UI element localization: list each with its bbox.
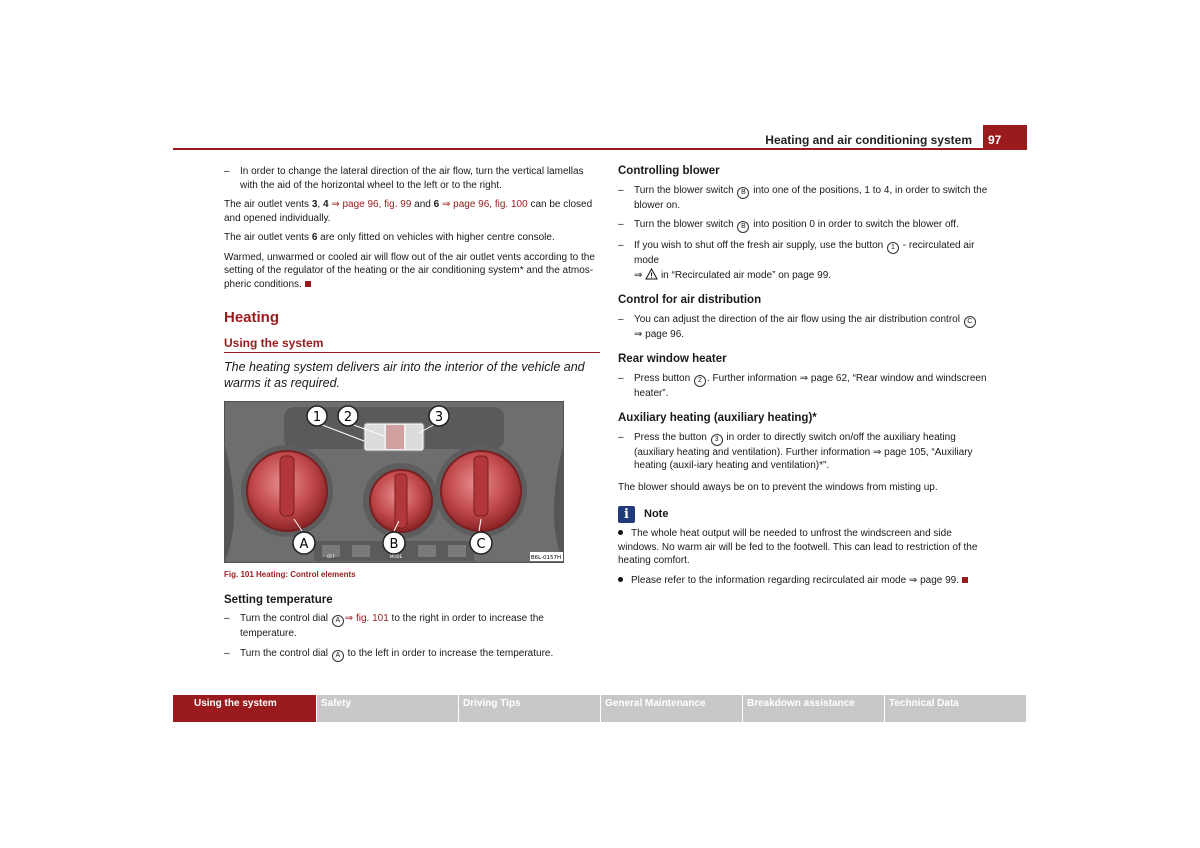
- callout-a: A: [299, 537, 309, 552]
- circled-label-a: A: [332, 650, 344, 662]
- text: in order to directly switch on/off the auxiliary heating (auxiliary heating and ventilation). Further information ⇒ page 105, “Auxiliary heating (auxil-iary heating and ventilation)*”.: [634, 431, 973, 471]
- rear-window-heater-heading: Rear window heater: [618, 353, 727, 365]
- left-column: [224, 165, 600, 668]
- warning-icon: [645, 268, 658, 280]
- text: Turn the control dial: [240, 613, 331, 624]
- callout-1: 1: [312, 410, 322, 425]
- circled-label-c: C: [964, 316, 976, 328]
- list-item: [618, 431, 994, 473]
- dash-marker: –: [618, 219, 624, 230]
- mode-label: MODE: [389, 554, 403, 559]
- note-item: [618, 574, 994, 588]
- circled-label-a: A: [332, 615, 344, 627]
- section-heading: Heating: [224, 309, 280, 326]
- dash-marker: –: [224, 613, 230, 624]
- dash-marker: –: [618, 431, 624, 443]
- text: are only fitted on vehicles with higher centre console.: [317, 232, 555, 243]
- text: If you wish to shut off the fresh air supply, use the button: [634, 240, 886, 251]
- list-item: [618, 372, 994, 401]
- callout-2: 2: [343, 410, 353, 425]
- figure-control-panel: [224, 401, 564, 563]
- list-item: [618, 184, 994, 213]
- vent-number: 3: [311, 199, 318, 210]
- cross-reference-link[interactable]: ⇒ fig. 101: [344, 613, 389, 624]
- end-of-section-marker: [962, 577, 968, 583]
- tab-using-the-system[interactable]: Using the system: [173, 695, 316, 722]
- header-rule: [173, 148, 1027, 150]
- list-item: [618, 239, 994, 282]
- text: Turn the blower switch: [634, 219, 737, 230]
- dash-marker: –: [618, 313, 624, 325]
- cross-reference-link[interactable]: ⇒ page 96, fig. 99: [328, 199, 412, 210]
- bullet-dot: [618, 577, 623, 582]
- text: The air outlet vents: [224, 199, 312, 210]
- list-item: [224, 165, 600, 192]
- paragraph-vents-6: [224, 231, 600, 245]
- text: Warmed, unwarmed or cooled air will flow out of the air outlet vents according to the setting of the regulator of the heating or the air conditioning system* and the atmos-pheric conditions.: [224, 251, 595, 290]
- vent-number: 6: [311, 232, 318, 243]
- text: to the left in order to increase the temperature.: [344, 647, 554, 659]
- control-panel-illustration: [224, 401, 564, 563]
- text: Turn the control dial: [240, 647, 331, 659]
- setting-temperature-heading: Setting temperature: [224, 593, 333, 606]
- circled-label-b: B: [737, 187, 749, 199]
- note-title: Note: [644, 507, 669, 520]
- dash-marker: –: [618, 240, 624, 251]
- text: ,: [317, 199, 323, 210]
- text: ⇒ page 96.: [634, 328, 685, 340]
- text: The air outlet vents: [224, 232, 312, 243]
- text: into one of the positions, 1 to 4, in order to switch the blower on.: [634, 184, 988, 211]
- running-header-title: Heating and air conditioning system: [765, 133, 972, 147]
- text: into position 0 in order to switch the blower off.: [750, 219, 959, 230]
- dash-marker: –: [618, 184, 624, 196]
- text: You can adjust the direction of the air flow using the air distribution control: [634, 313, 963, 325]
- circled-label-1: 1: [887, 242, 899, 254]
- text: ⇒: [634, 269, 646, 281]
- text: can be closed and opened individually.: [224, 199, 593, 224]
- text: Press button: [634, 372, 693, 384]
- off-label: OFF: [327, 554, 335, 559]
- blower-always-paragraph: The blower should aways be on to prevent the windows from misting up.: [618, 481, 938, 493]
- page-number: 97: [988, 133, 1002, 147]
- text: - recirculated air mode: [634, 240, 975, 266]
- footer-nav: [173, 695, 1027, 722]
- paragraph-warmed: [224, 251, 600, 292]
- tab-breakdown-assistance[interactable]: Breakdown assistance: [743, 695, 884, 722]
- text: The whole heat output will be needed to unfrost the windscreen and side windows. No warm air will be fed to the footwell. This can lead to restriction of the heating comfort.: [618, 528, 978, 566]
- figure-caption: Fig. 101 Heating: Control elements: [224, 570, 356, 579]
- text: Please refer to the information regarding recirculated air mode ⇒ page 99.: [631, 574, 960, 586]
- figure-code: B6L-0157H: [530, 555, 562, 561]
- dash-marker: –: [224, 647, 230, 659]
- text: . Further information ⇒ page 62, “Rear window and windscreen heater”.: [634, 372, 987, 399]
- circled-label-3: 3: [711, 434, 723, 446]
- right-column: [618, 165, 994, 593]
- info-icon: i: [618, 506, 635, 523]
- vent-number: 6: [433, 199, 440, 210]
- bullet-text: In order to change the lateral direction of the air flow, turn the vertical lamellas with the aid of the horizontal wheel to the left or to the right.: [240, 166, 584, 191]
- circled-label-2: 2: [694, 375, 706, 387]
- auxiliary-heating-heading: Auxiliary heating (auxiliary heating)*: [618, 412, 817, 424]
- list-item: [224, 612, 600, 641]
- text: in “Recirculated air mode” on page 99.: [658, 269, 832, 281]
- air-distribution-heading: Control for air distribution: [618, 294, 762, 306]
- text: Press the button: [634, 431, 710, 443]
- tab-driving-tips[interactable]: Driving Tips: [459, 695, 600, 722]
- circled-label-b: B: [737, 221, 749, 233]
- list-item: [224, 647, 600, 662]
- bullet-dot: [618, 530, 623, 535]
- dash-marker: –: [224, 166, 230, 177]
- tab-safety[interactable]: Safety: [317, 695, 458, 722]
- note-heading: [618, 506, 994, 523]
- list-item: [618, 218, 994, 233]
- callout-b: B: [389, 537, 399, 552]
- tab-technical-data[interactable]: Technical Data: [885, 695, 1026, 722]
- text: Turn the blower switch: [634, 184, 737, 196]
- callout-c: C: [476, 537, 486, 552]
- paragraph-vents: [224, 198, 600, 225]
- subsection-heading: Using the system: [224, 337, 600, 354]
- note-item: [618, 527, 994, 568]
- list-item: [618, 313, 994, 342]
- intro-text: The heating system delivers air into the interior of the vehicle and warms it as required.: [224, 360, 585, 390]
- vent-number: 4: [322, 199, 329, 210]
- cross-reference-link[interactable]: ⇒ page 96, fig. 100: [439, 199, 528, 210]
- tab-general-maintenance[interactable]: General Maintenance: [601, 695, 742, 722]
- end-of-section-marker: [305, 281, 311, 287]
- dash-marker: –: [618, 372, 624, 384]
- controlling-blower-heading: Controlling blower: [618, 165, 720, 177]
- callout-3: 3: [434, 410, 444, 425]
- text: and: [411, 199, 434, 210]
- text: to the right in order to increase the temperature.: [240, 613, 544, 639]
